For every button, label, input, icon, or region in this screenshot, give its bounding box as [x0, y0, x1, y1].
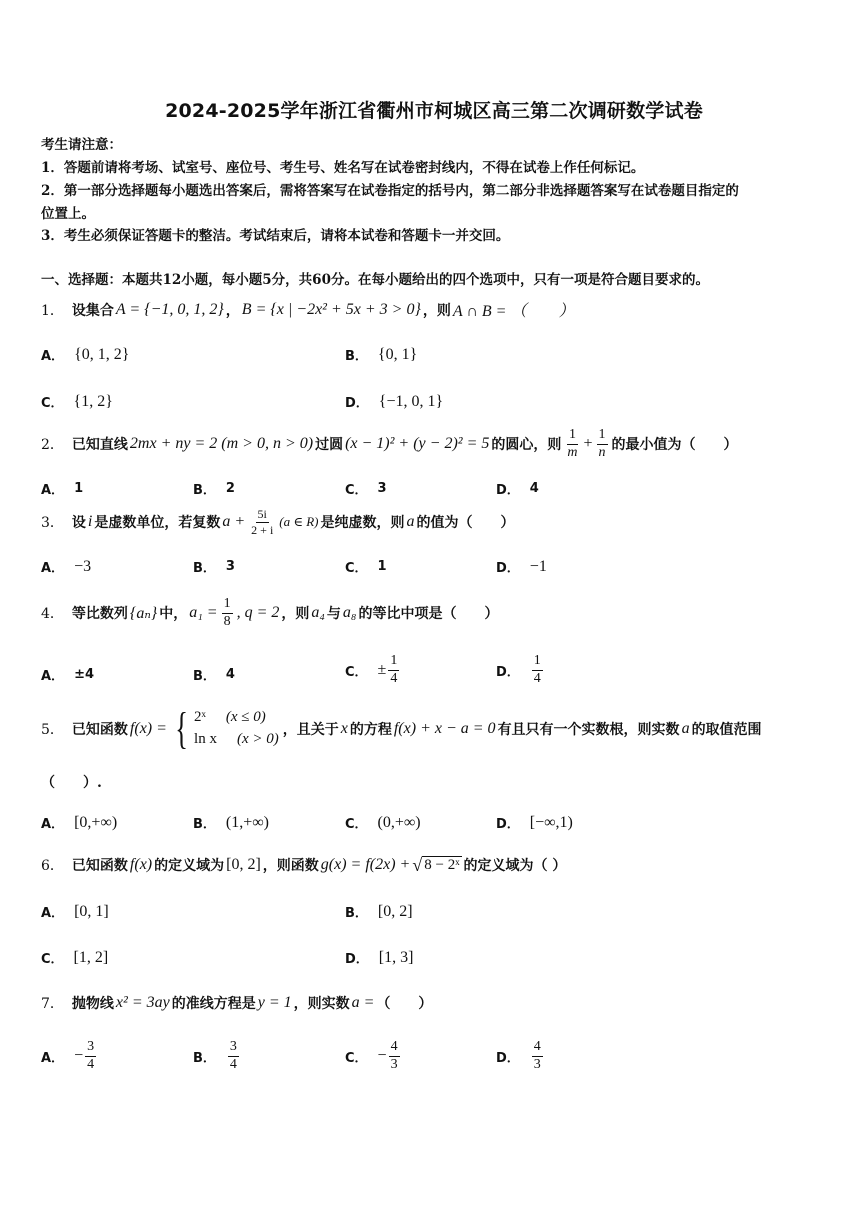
option-d[interactable]	[345, 948, 413, 967]
option-label: B．	[193, 561, 216, 576]
option-label: B．	[193, 1050, 216, 1066]
option-b[interactable]	[193, 1040, 241, 1072]
option-c[interactable]	[41, 392, 113, 411]
option-value: 4	[225, 667, 235, 682]
option-a[interactable]	[41, 1040, 98, 1072]
question-text: 的取值范围	[691, 722, 762, 738]
option-label: A．	[41, 483, 65, 498]
math-a: a	[406, 513, 415, 531]
option-value: {1, 2}	[73, 392, 113, 410]
option-label: C．	[345, 1050, 368, 1066]
option-sign: ±	[377, 661, 387, 679]
math-a: a +	[222, 513, 246, 531]
question-text: ，且关于	[282, 722, 339, 738]
option-label: B．	[345, 349, 368, 364]
option-value: (1,+∞)	[225, 813, 270, 831]
option-value: 1	[74, 481, 84, 496]
option-c[interactable]	[345, 479, 387, 498]
question-text: 已知函数	[71, 722, 128, 738]
sqrt-icon: √ 8 − 2ˣ	[412, 855, 460, 875]
option-a[interactable]	[41, 345, 129, 364]
notice-item-1: 1．答题前请将考场、试室号、座位号、考生号、姓名写在试卷密封线内，不得在试卷上作任何标记。	[41, 160, 645, 176]
option-value: −3	[74, 557, 92, 575]
fraction: $\frac{5i}{2 + i}$	[251, 507, 274, 537]
question-2	[41, 428, 738, 460]
option-d[interactable]	[496, 479, 539, 498]
option-b[interactable]	[193, 665, 235, 684]
option-label: A．	[41, 669, 65, 684]
question-5-cont	[41, 772, 102, 792]
option-label: D．	[496, 1050, 520, 1066]
math-line: 2mx + ny = 2 (m > 0, n > 0)	[129, 435, 314, 453]
option-sign: −	[74, 1047, 84, 1065]
option-label: C．	[41, 396, 64, 411]
question-text: 过圆	[315, 437, 344, 454]
option-label: D．	[345, 952, 369, 967]
option-label: D．	[496, 817, 520, 832]
option-sign: −	[377, 1047, 387, 1065]
question-3	[41, 508, 515, 536]
notice-item-2-cont: 位置上。	[41, 206, 95, 222]
option-value: {0, 1}	[377, 345, 418, 363]
notice-heading: 考生请注意：	[41, 137, 122, 153]
option-c[interactable]	[41, 948, 108, 967]
math-set-a: A = {−1, 0, 1, 2}	[115, 300, 224, 318]
option-label: D．	[496, 561, 520, 576]
option-label: C．	[345, 664, 368, 680]
math-function: g(x) = f(2x) +	[320, 856, 411, 873]
fraction: $\frac{1}{8}$	[223, 596, 231, 629]
option-b[interactable]	[345, 902, 413, 921]
section-heading: 一、选择题：本题共12小题，每小题5分，共60分。在每小题给出的四个选项中，只有一项是符合题目要求的。	[41, 272, 709, 288]
option-label: B．	[193, 483, 216, 498]
option-value: [1, 3]	[378, 948, 414, 966]
option-c[interactable]	[345, 557, 387, 576]
question-text: 有且只有一个实数根，则实数	[497, 722, 680, 738]
notice-item-2: 2．第一部分选择题每小题选出答案后，需将答案写在试卷指定的括号内，第二部分非选择题答案写在试卷题目指定的	[41, 183, 739, 199]
option-a[interactable]	[41, 902, 109, 921]
math-a: a =	[351, 994, 375, 1011]
question-number: 4．	[41, 606, 64, 623]
math-a: a	[681, 720, 690, 737]
question-text: （ ）	[376, 996, 433, 1012]
math-a1: a₁ =	[189, 604, 218, 622]
question-text: ，则	[281, 606, 310, 623]
math-set-b: B = {x | −2x² + 5x + 3 > 0}	[241, 300, 421, 318]
option-c[interactable]	[345, 813, 421, 832]
math-ask: A ∩ B = （ ）	[452, 303, 575, 320]
math-a4: a₄	[311, 604, 325, 622]
option-c[interactable]	[345, 654, 401, 686]
option-value: [0,+∞)	[74, 813, 118, 831]
question-number: 3．	[41, 515, 64, 532]
math-sequence: {aₙ}	[129, 605, 158, 623]
math-equation: x² = 3ay	[115, 994, 170, 1011]
question-number: 2．	[41, 437, 64, 454]
option-value: [−∞,1)	[529, 813, 573, 831]
question-text: ，	[225, 302, 240, 319]
option-label: A．	[41, 906, 65, 921]
question-text: 的定义域为	[154, 858, 225, 874]
question-text: ，则函数	[262, 858, 319, 874]
option-label: C．	[41, 952, 64, 967]
option-value: 3	[225, 559, 235, 574]
option-value: 4	[529, 481, 539, 496]
question-text: ，则	[422, 302, 451, 319]
option-b[interactable]	[193, 813, 269, 832]
math-a8: a₈	[342, 604, 357, 622]
option-label: D．	[496, 483, 520, 498]
option-d[interactable]	[345, 392, 443, 411]
notice-item-3: 3．考生必须保证答题卡的整洁。考试结束后，请将本试卷和答题卡一并交回。	[41, 228, 510, 244]
math-i: i	[87, 513, 93, 531]
option-a[interactable]	[41, 557, 91, 576]
math-equation: f(x) + x − a = 0	[393, 720, 496, 737]
option-value: 3	[377, 481, 387, 496]
math-ratio: , q = 2	[236, 604, 280, 622]
option-label: A．	[41, 1050, 65, 1066]
question-6	[41, 855, 566, 875]
option-b[interactable]	[193, 479, 235, 498]
question-text: ，则实数	[293, 996, 350, 1012]
option-label: D．	[496, 664, 520, 680]
option-a[interactable]	[41, 665, 94, 684]
math-domain: [0, 2]	[226, 856, 261, 873]
option-value: (0,+∞)	[377, 813, 421, 831]
question-text: 已知函数	[71, 858, 128, 874]
math-function: f(x)	[129, 856, 153, 873]
question-number: 5．	[41, 722, 64, 738]
question-text: 的最小值为（ ）	[611, 437, 738, 454]
option-value: [0, 2]	[377, 902, 413, 920]
option-label: B．	[345, 906, 368, 921]
option-value: 1	[377, 559, 387, 574]
fraction: $\frac{1}{n}$	[598, 427, 606, 460]
option-d[interactable]	[496, 813, 573, 832]
option-b[interactable]	[345, 345, 417, 364]
page-title: 2024-2025学年浙江省衢州市柯城区高三第二次调研数学试卷	[165, 100, 703, 122]
fraction: $\frac{4}{3}$	[533, 1039, 541, 1072]
question-text: 是纯虚数，则	[320, 515, 405, 532]
brace-icon: {	[175, 704, 188, 753]
question-text: 的定义域为（ ）	[463, 858, 567, 874]
question-text: 的方程	[349, 722, 392, 738]
question-text: 中，	[159, 606, 188, 623]
question-text: 的准线方程是	[171, 996, 256, 1012]
option-value: 2	[225, 481, 235, 496]
question-5	[41, 704, 762, 753]
question-7	[41, 993, 432, 1013]
option-label: C．	[345, 561, 368, 576]
math-condition: (a ∈ R)	[279, 514, 319, 530]
question-number: 6．	[41, 858, 64, 874]
option-value: ±4	[74, 667, 95, 682]
question-1	[41, 298, 574, 321]
option-label: B．	[193, 817, 216, 832]
fraction: $\frac{1}{m}$	[567, 427, 578, 460]
option-b[interactable]	[193, 557, 235, 576]
option-d[interactable]	[496, 654, 545, 686]
fraction: $\frac{1}{4}$	[390, 653, 398, 686]
question-text: 的等比中项是（ ）	[358, 606, 499, 623]
option-d[interactable]	[496, 1040, 545, 1072]
question-text: 与	[326, 606, 341, 623]
question-text: 设	[71, 515, 86, 532]
fraction: $\frac{3}{4}$	[229, 1039, 237, 1072]
math-function: f(x) =	[129, 720, 167, 737]
option-a[interactable]	[41, 479, 83, 498]
question-text: 抛物线	[71, 996, 114, 1012]
piecewise-function: { 2ˣ (x ≤ 0) ln x (x > 0)	[175, 704, 279, 753]
option-value: {0, 1, 2}	[74, 345, 130, 363]
option-c[interactable]	[345, 1040, 402, 1072]
answer-bracket: （ ）.	[41, 775, 102, 791]
question-text: 是虚数单位，若复数	[94, 515, 221, 532]
question-4	[41, 597, 498, 629]
math-directrix: y = 1	[257, 994, 292, 1011]
question-text: 已知直线	[71, 437, 128, 454]
question-text: 的值为（ ）	[416, 515, 515, 532]
option-value: [0, 1]	[74, 902, 109, 920]
option-label: A．	[41, 561, 65, 576]
math-circle: (x − 1)² + (y − 2)² = 5	[345, 435, 490, 453]
option-value: [1, 2]	[73, 948, 109, 966]
option-value: {−1, 0, 1}	[378, 392, 444, 410]
plus-sign: +	[583, 435, 593, 453]
option-label: C．	[345, 817, 368, 832]
fraction: $\frac{4}{3}$	[390, 1039, 398, 1072]
fraction: $\frac{3}{4}$	[87, 1039, 95, 1072]
option-label: D．	[345, 396, 369, 411]
math-x: x	[340, 720, 348, 737]
question-text: 等比数列	[71, 606, 128, 623]
option-label: A．	[41, 349, 65, 364]
question-text: 的圆心，则	[491, 437, 562, 454]
fraction: $\frac{1}{4}$	[533, 653, 541, 686]
option-label: A．	[41, 817, 65, 832]
option-label: C．	[345, 483, 368, 498]
question-number: 1．	[41, 302, 64, 319]
option-label: B．	[193, 669, 216, 684]
option-value: −1	[529, 557, 547, 575]
question-number: 7．	[41, 996, 64, 1012]
option-d[interactable]	[496, 557, 547, 576]
question-text: 设集合	[71, 302, 114, 319]
option-a[interactable]	[41, 813, 117, 832]
